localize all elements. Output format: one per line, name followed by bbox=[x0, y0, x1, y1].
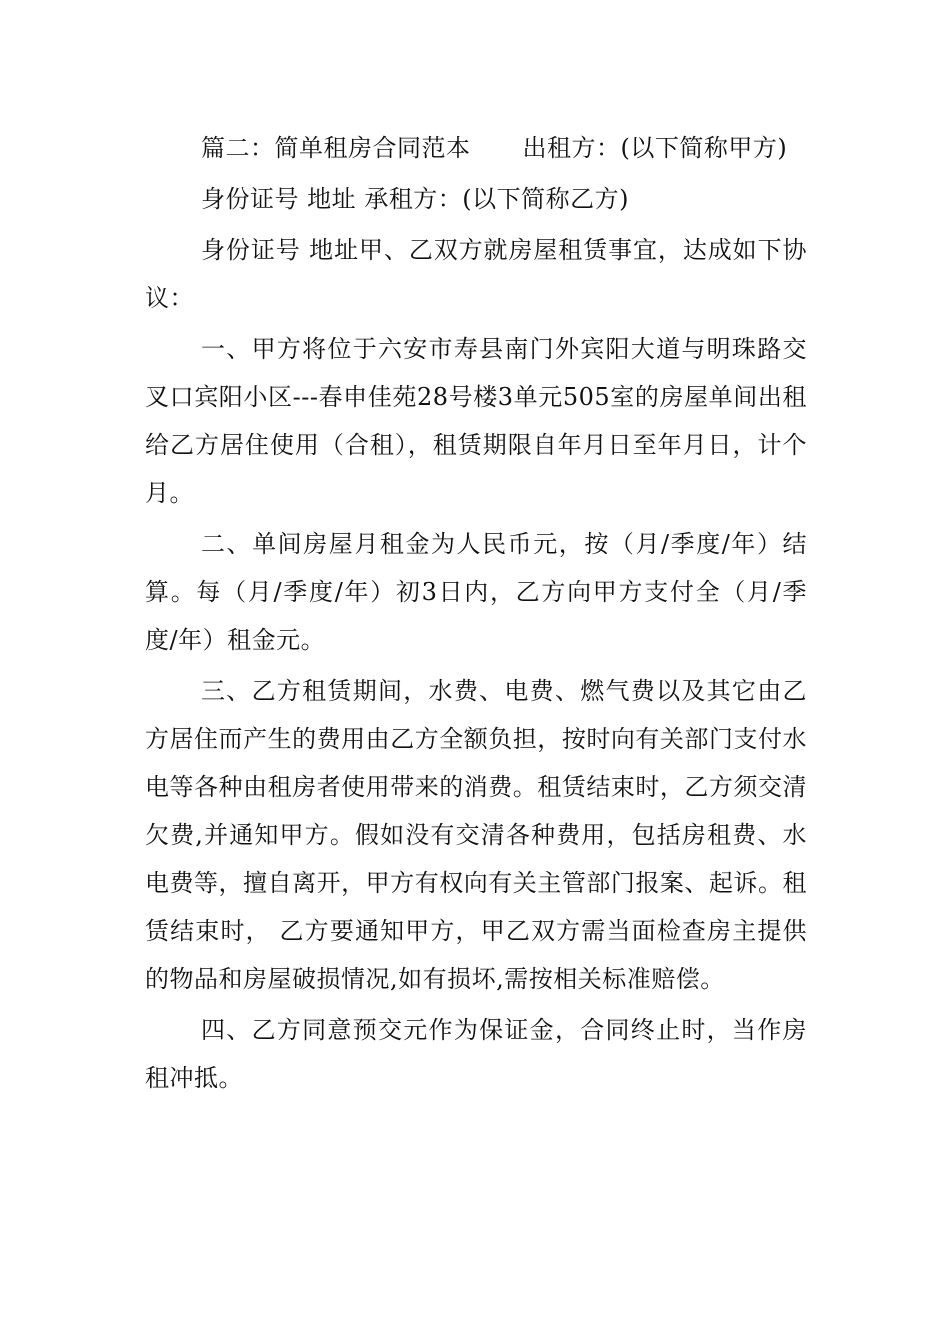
clause-4: 四、乙方同意预交元作为保证金，合同终止时，当作房租冲抵。 bbox=[145, 1016, 807, 1092]
paragraph-agreement: 身份证号 地址甲、乙双方就房屋租赁事宜，达成如下协议： bbox=[145, 236, 807, 312]
document-title: 篇二：简单租房合同范本 bbox=[201, 134, 471, 162]
clause-3: 三、乙方租赁期间，水费、电费、燃气费以及其它由乙方居住而产生的费用由乙方全额负担，按时向有关部门支付水电等各种由租房者使用带来的消费。租赁结束时，乙方须交清欠费,并通知甲方。假如没有交清各种费用，包括房租费、水电费等，擅自离开，甲方有权向有关主管部门报案、起诉。租赁结束时， 乙方要通知甲方，甲乙双方需当面检查房主提供的物品和房屋破损情况,如有损坏,需按相关标准赔偿。 bbox=[145, 677, 807, 993]
lessor-line: 出租方：(以下简称甲方) bbox=[522, 134, 788, 162]
title-line bbox=[145, 124, 807, 172]
paragraph-parties: 身份证号 地址 承租方：(以下简称乙方) bbox=[201, 185, 629, 213]
clause-2: 二、单间房屋月租金为人民币元，按（月/季度/年）结算。每（月/季度/年）初3日内，乙方向甲方支付全（月/季度/年）租金元。 bbox=[145, 530, 807, 654]
document-body bbox=[145, 124, 807, 1105]
clause-1: 一、甲方将位于六安市寿县南门外宾阳大道与明珠路交叉口宾阳小区---春申佳苑28号楼3单元505室的房屋单间出租给乙方居住使用（合租），租赁期限自年月日至年月日，计个月。 bbox=[145, 335, 807, 507]
